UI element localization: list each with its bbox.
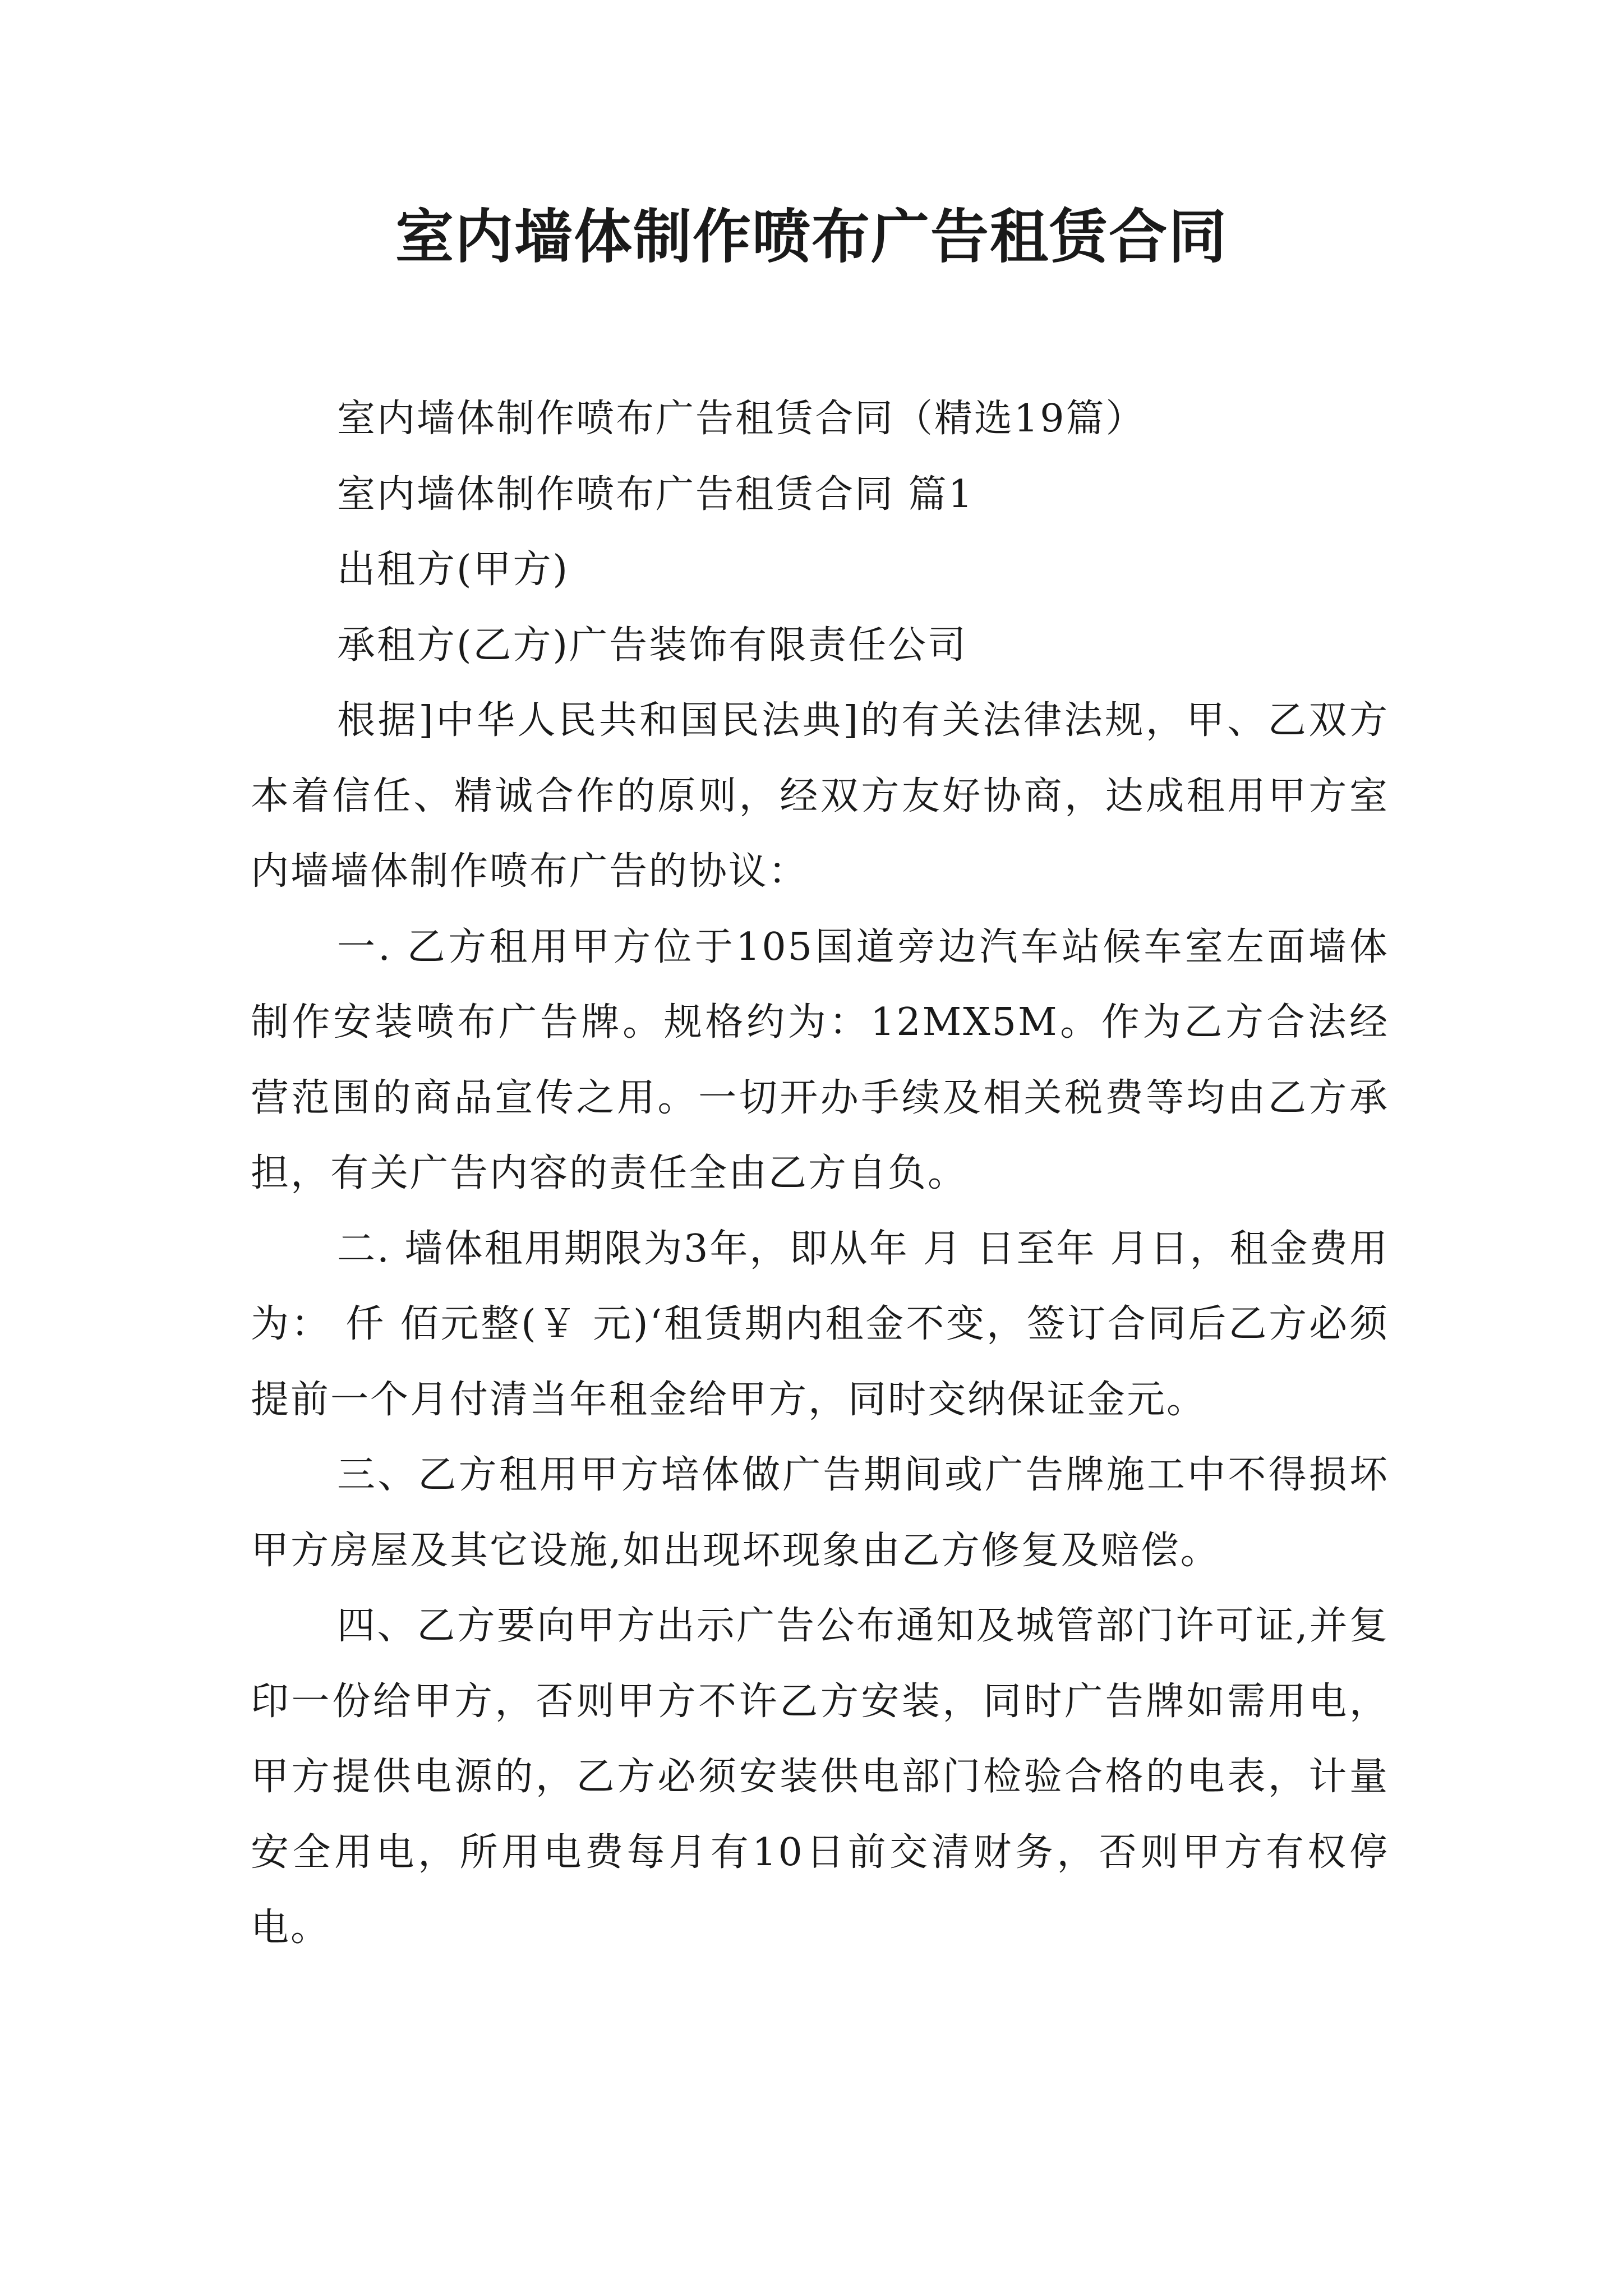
paragraph-clause-3: 三、乙方租用甲方培体做广告期间或广告牌施工中不得损坏甲方房屋及其它设施,如出现坏现象由乙方修复及赔偿。 [251,1453,1389,1573]
paragraph-section-heading: 室内墙体制作喷布广告租赁合同 篇1 [337,472,974,517]
document-title: 室内墙体制作喷布广告租赁合同 [395,203,1228,271]
paragraph-subtitle: 室内墙体制作喷布广告租赁合同（精选19篇） [337,397,1146,441]
paragraph-preamble: 根据]中华人民共和国民法典]的有关法律法规，甲、乙双方本着信任、精诚合作的原则，经双方友好协商，达成租用甲方室内墙墙体制作喷布广告的协议： [251,698,1389,894]
document-body [251,381,1389,1966]
paragraph-clause-1: 一. 乙方租用甲方位于105国道旁边汽车站候车室左面墙体制作安装喷布广告牌。规格约为：12MX5M。作为乙方合法经营范围的商品宣传之用。一切开办手续及相关税费等均由乙方承担，有关广告内容的责任全由乙方自负。 [251,924,1389,1195]
paragraph-lessor: 出租方(甲方) [337,547,570,592]
paragraph-lessee: 承租方(乙方)广告装饰有限责任公司 [337,623,968,668]
paragraph-clause-2: 二. 墙体租用期限为3年，即从年 月 日至年 月日，租金费用为： 仟 佰元整(￥ 元)‘租赁期内租金不变，签订合同后乙方必须提前一个月付清当年租金给甲方，同时交纳保证金元。 [251,1226,1389,1422]
paragraph-clause-4: 四、乙方要向甲方出示广告公布通知及城管部门许可证,并复印一份给甲方，否则甲方不许乙方安装，同时广告牌如需用电，甲方提供电源的，乙方必须安装供电部门检验合格的电表，计量安全用电，所用电费每月有10日前交清财务，否则甲方有权停电。 [251,1604,1389,1950]
